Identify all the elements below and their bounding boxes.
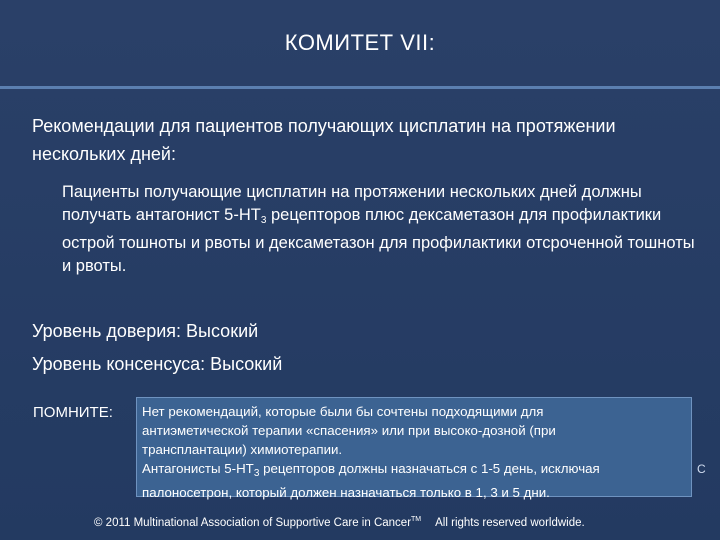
footer-trademark: TM [411,516,422,523]
remember-line-4-part-2: рецепторов должны назначаться с 1-5 день, исключая [259,461,600,476]
remember-line-4 [142,459,687,483]
footer-rights: All rights reserved worldwide. [435,516,585,529]
intro-text: Рекомендации для пациентов получающих цисплатин на протяжении нескольких дней: [32,116,616,164]
remember-line-5: палоносетрон, который должен назначаться только в 1, 3 и 5 дни. [142,485,550,500]
recommendation-subscript: 3 [260,214,267,226]
remember-line-4-part-1: Антагонисты 5-НТ [142,461,254,476]
remember-line-2: антиэметической терапии «спасения» или при высоко-дозной (при [142,423,556,438]
recommendation-part-2: рецепторов плюс дексаметазон для профилактики острой тошноты и рвоты и дексаметазон для профилактики отсроченной тошноты и рвоты. [62,205,695,275]
confidence-level: Уровень доверия: Высокий [32,321,259,341]
consensus-level: Уровень консенсуса: Высокий [32,354,283,374]
title-divider [0,86,720,89]
remember-line-3: трансплантации) химиотерапии. [142,442,343,457]
recommendation-text [62,181,702,277]
slide-title: КОМИТЕТ VII: [284,30,436,55]
recommendation-part-1: Пациенты получающие цисплатин на протяжении нескольких дней должны получать антагонист 5-НТ [62,183,642,224]
remember-line-4-subscript: 3 [253,468,260,479]
remember-line-1: Нет рекомендаций, которые были бы сочтены подходящими для [142,404,544,419]
remember-box [136,397,692,500]
edge-mark: C [697,462,706,476]
remember-label: ПОМНИТЕ: [33,404,113,421]
footer-copyright: © 2011 Multinational Association of Supportive Care in Cancer [94,516,412,529]
footer [94,516,585,529]
